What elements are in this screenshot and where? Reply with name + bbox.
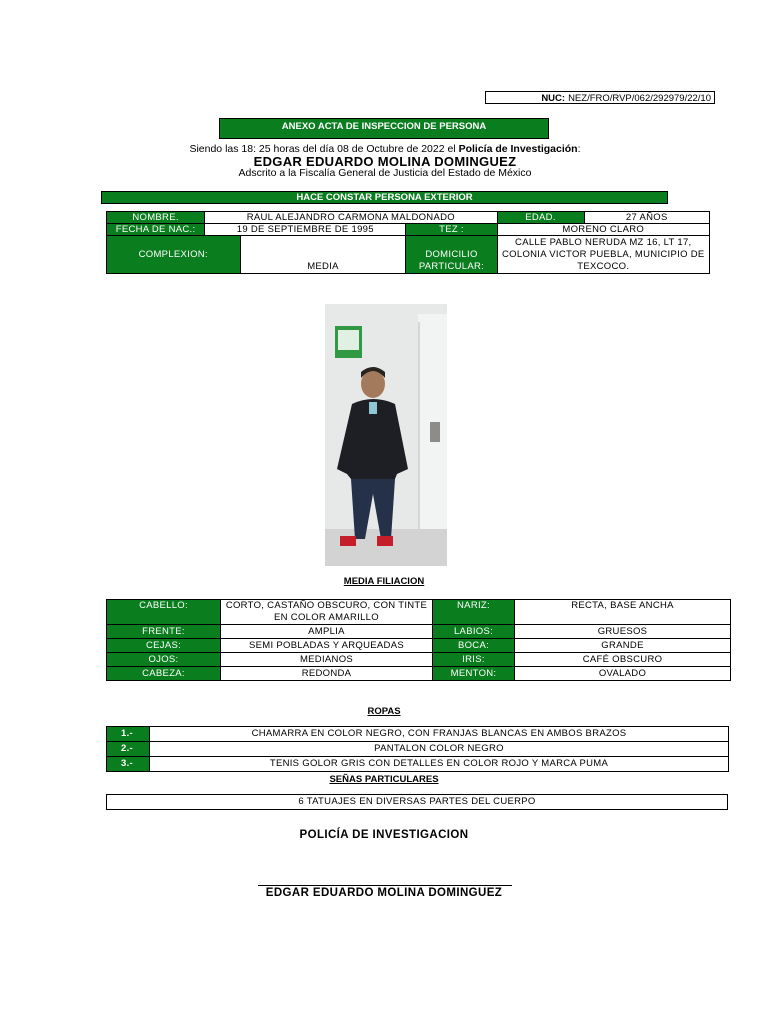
person-photo (325, 304, 447, 566)
intro-line-end: : (577, 143, 581, 155)
senas-particulares-title: SEÑAS PARTICULARES (329, 774, 439, 785)
signature-name: EDGAR EDUARDO MOLINA DOMINGUEZ (265, 887, 503, 899)
filiacion-value: CORTO, CASTAÑO OBSCURO, CON TINTE EN COLOR AMARILLO (221, 600, 433, 625)
filiacion-label: BOCA: (433, 639, 515, 653)
nuc-value: NEZ/FRO/RVP/062/292979/22/10 (568, 93, 711, 104)
filiacion-value: GRUESOS (515, 625, 731, 639)
nombre-value: RAUL ALEJANDRO CARMONA MALDONADO (205, 212, 497, 224)
document-title: ANEXO ACTA DE INSPECCION DE PERSONA (219, 118, 549, 139)
person-photo-image (325, 304, 447, 566)
nuc-label: NUC: (541, 93, 566, 104)
ropas-table (106, 726, 729, 772)
filiacion-label: FRENTE: (107, 625, 221, 639)
complexion-label: COMPLEXION: (107, 236, 241, 274)
ropa-description: CHAMARRA EN COLOR NEGRO, CON FRANJAS BLANCAS EN AMBOS BRAZOS (150, 727, 729, 742)
tez-label: TEZ : (406, 224, 497, 236)
adscription-line: Adscrito a la Fiscalía General de Justicia del Estado de México (238, 167, 532, 179)
signature-line (258, 885, 512, 886)
intro-line-text: Siendo las 18: 25 horas del día 08 de Octubre de 2022 el (189, 143, 459, 155)
media-filiacion-title: MEDIA FILIACION (343, 576, 425, 587)
section-title-persona: HACE CONSTAR PERSONA EXTERIOR (101, 191, 668, 204)
officer-name: EDGAR EDUARDO MOLINA DOMINGUEZ (253, 154, 517, 169)
domicilio-value: CALLE PABLO NERUDA MZ 16, LT 17, COLONIA VICTOR PUEBLA, MUNICIPIO DE TEXCOCO. (497, 236, 709, 274)
tez-value: MORENO CLARO (497, 224, 709, 236)
filiacion-value: REDONDA (221, 667, 433, 681)
filiacion-value: SEMI POBLADAS Y ARQUEADAS (221, 639, 433, 653)
filiacion-label: CEJAS: (107, 639, 221, 653)
filiacion-label: NARIZ: (433, 600, 515, 625)
filiacion-label: OJOS: (107, 653, 221, 667)
filiacion-label: MENTON: (433, 667, 515, 681)
fecha-nac-value: 19 DE SEPTIEMBRE DE 1995 (205, 224, 406, 236)
ropa-number: 2.- (107, 742, 150, 757)
ropa-description: TENIS GOLOR GRIS CON DETALLES EN COLOR ROJO Y MARCA PUMA (150, 757, 729, 772)
filiacion-value: AMPLIA (221, 625, 433, 639)
media-filiacion-table (106, 599, 731, 681)
domicilio-label: DOMICILIO PARTICULAR: (406, 236, 497, 274)
filiacion-value: CAFÉ OBSCURO (515, 653, 731, 667)
ropas-title: ROPAS (367, 706, 401, 717)
nuc-box (485, 91, 715, 104)
edad-label: EDAD. (497, 212, 584, 224)
ropa-number: 1.- (107, 727, 150, 742)
complexion-value: MEDIA (240, 236, 406, 274)
filiacion-label: CABELLO: (107, 600, 221, 625)
edad-value: 27 AÑOS (584, 212, 709, 224)
senas-particulares-value: 6 TATUAJES EN DIVERSAS PARTES DEL CUERPO (107, 795, 728, 810)
filiacion-value: MEDIANOS (221, 653, 433, 667)
ropa-number: 3.- (107, 757, 150, 772)
ropa-description: PANTALON COLOR NEGRO (150, 742, 729, 757)
filiacion-label: CABEZA: (107, 667, 221, 681)
filiacion-value: RECTA, BASE ANCHA (515, 600, 731, 625)
filiacion-value: GRANDE (515, 639, 731, 653)
signature-heading: POLICÍA DE INVESTIGACION (299, 829, 469, 841)
filiacion-label: LABIOS: (433, 625, 515, 639)
senas-particulares-table (106, 794, 728, 810)
filiacion-label: IRIS: (433, 653, 515, 667)
fecha-nac-label: FECHA DE NAC.: (107, 224, 205, 236)
nombre-label: NOMBRE. (107, 212, 205, 224)
filiacion-value: OVALADO (515, 667, 731, 681)
intro-line-bold: Policía de Investigación (458, 143, 578, 155)
person-data-table (106, 211, 710, 274)
